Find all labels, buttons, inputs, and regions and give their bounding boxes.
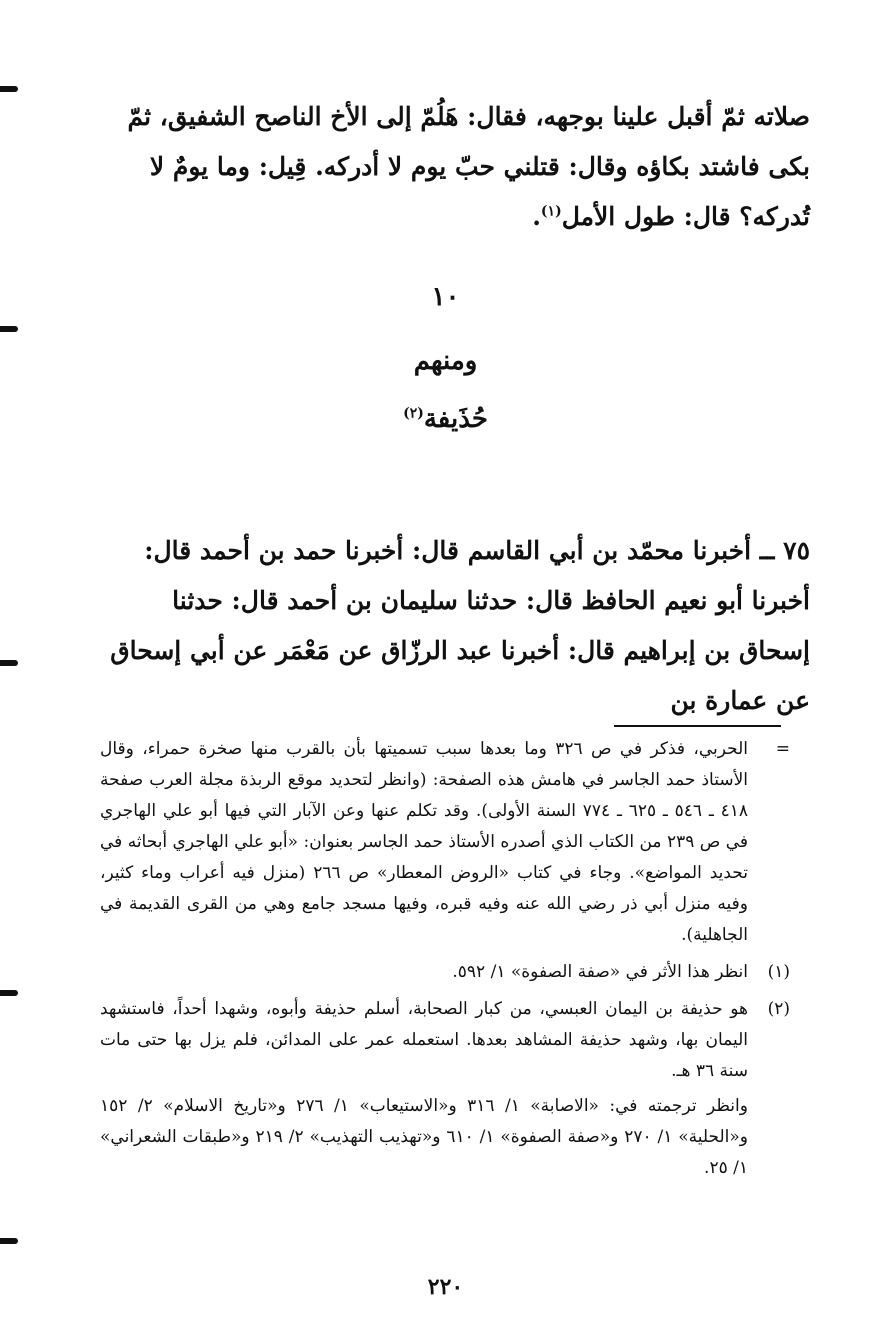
footnote-separator	[614, 725, 781, 727]
scan-edge-mark	[0, 1238, 18, 1244]
top-paragraph-text: صلاته ثمّ أقبل علينا بوجهه، فقال: هَلُمّ إلى الأخ الناصح الشفيق، ثمّ بكى فاشتد بكاؤه وقال: قتلني حبّ يوم لا أدركه. قِيل: وما يومٌ لا تُدركه؟ قال: طول الأمل	[127, 102, 810, 231]
footnote-1-label: (١)	[767, 962, 790, 982]
footnote-2	[100, 994, 790, 1087]
footnote-2-label: (٢)	[767, 999, 790, 1019]
continuation-text: الحربي، فذكر في ص ٣٢٦ وما بعدها سبب تسميتها بأن بالقرب منها صخرة حمراء، وقال الأستاذ حمد الجاسر في هامش هذه الصفحة: (وانظر لتحديد موقع الربذة مجلة العرب صفحة ٤١٨ ـ ٥٤٦ ـ ٦٢٥ ـ ٧٧٤ السنة الأولى). وقد تكلم عنها وعن الآبار التي فيها أبو علي الهاجري في ص ٢٣٩ من الكتاب الذي أصدره الأستاذ حمد الجاسر بعنوان: «أبو علي الهاجري أبحاثه في تحديد المواضع». وجاء في كتاب «الروض المعطار» ص ٢٦٦ (منزل فيه أعراب وماء كثير، وفيه منزل أبي ذر رضي الله عنه وفيه قبره، وفيها مسجد جامع وهي من القرى القديمة في الجاهلية).	[100, 739, 748, 945]
scan-edge-mark	[0, 660, 18, 666]
section-heading: ومنهم	[413, 346, 478, 376]
scan-edge-mark	[0, 990, 18, 996]
subheading-text: حُذَيفة	[423, 404, 488, 434]
footnotes	[100, 734, 790, 1184]
footnote-reference: (١)	[540, 203, 562, 220]
top-paragraph	[100, 92, 810, 242]
narration-text: ٧٥ ــ أخبرنا محمّد بن أبي القاسم قال: أخبرنا حمد بن أحمد قال: أخبرنا أبو نعيم الحافظ قال: حدثنا سليمان بن أحمد قال: حدثنا إسحاق بن إبراهيم قال: أخبرنا عبد الرزّاق عن مَعْمَر عن أبي إسحاق عن عمارة بن	[110, 536, 810, 715]
scan-edge-mark	[0, 326, 18, 332]
continuation-marker: =	[775, 739, 790, 759]
footnote-1-text: انظر هذا الأثر في «صفة الصفوة» ١/ ٥٩٢.	[452, 962, 748, 982]
section-number: ١٠	[431, 282, 460, 312]
narration-paragraph	[100, 526, 810, 726]
footnote-2-references: وانظر ترجمته في: «الاصابة» ١/ ٣١٦ و«الاستيعاب» ١/ ٢٧٦ و«تاريخ الاسلام» ٢/ ١٥٢ و«الحلية» ١/ ٢٧٠ و«صفة الصفوة» ١/ ٦١٠ و«تهذيب التهذيب» ٢/ ٢١٩ و«طبقات الشعراني» ١/ ٢٥.	[100, 1096, 748, 1178]
footnote-reference: (٢)	[403, 405, 424, 422]
footnote-2-text: هو حذيفة بن اليمان العبسي، من كبار الصحابة، أسلم حذيفة وأبوه، وشهدا أحداً، فاستشهد اليمان بها، وشهد حذيفة المشاهد بعدها. استعمله عمر على المدائن، فلم يزل بها حتى مات سنة ٣٦ هـ.	[100, 999, 748, 1081]
top-paragraph-end: .	[532, 202, 541, 231]
section-subheading	[0, 404, 891, 434]
scan-edge-mark	[0, 86, 18, 92]
footnote-1	[100, 957, 790, 988]
footnote-continuation	[100, 734, 790, 951]
page-number: ٢٢٠	[427, 1274, 464, 1300]
